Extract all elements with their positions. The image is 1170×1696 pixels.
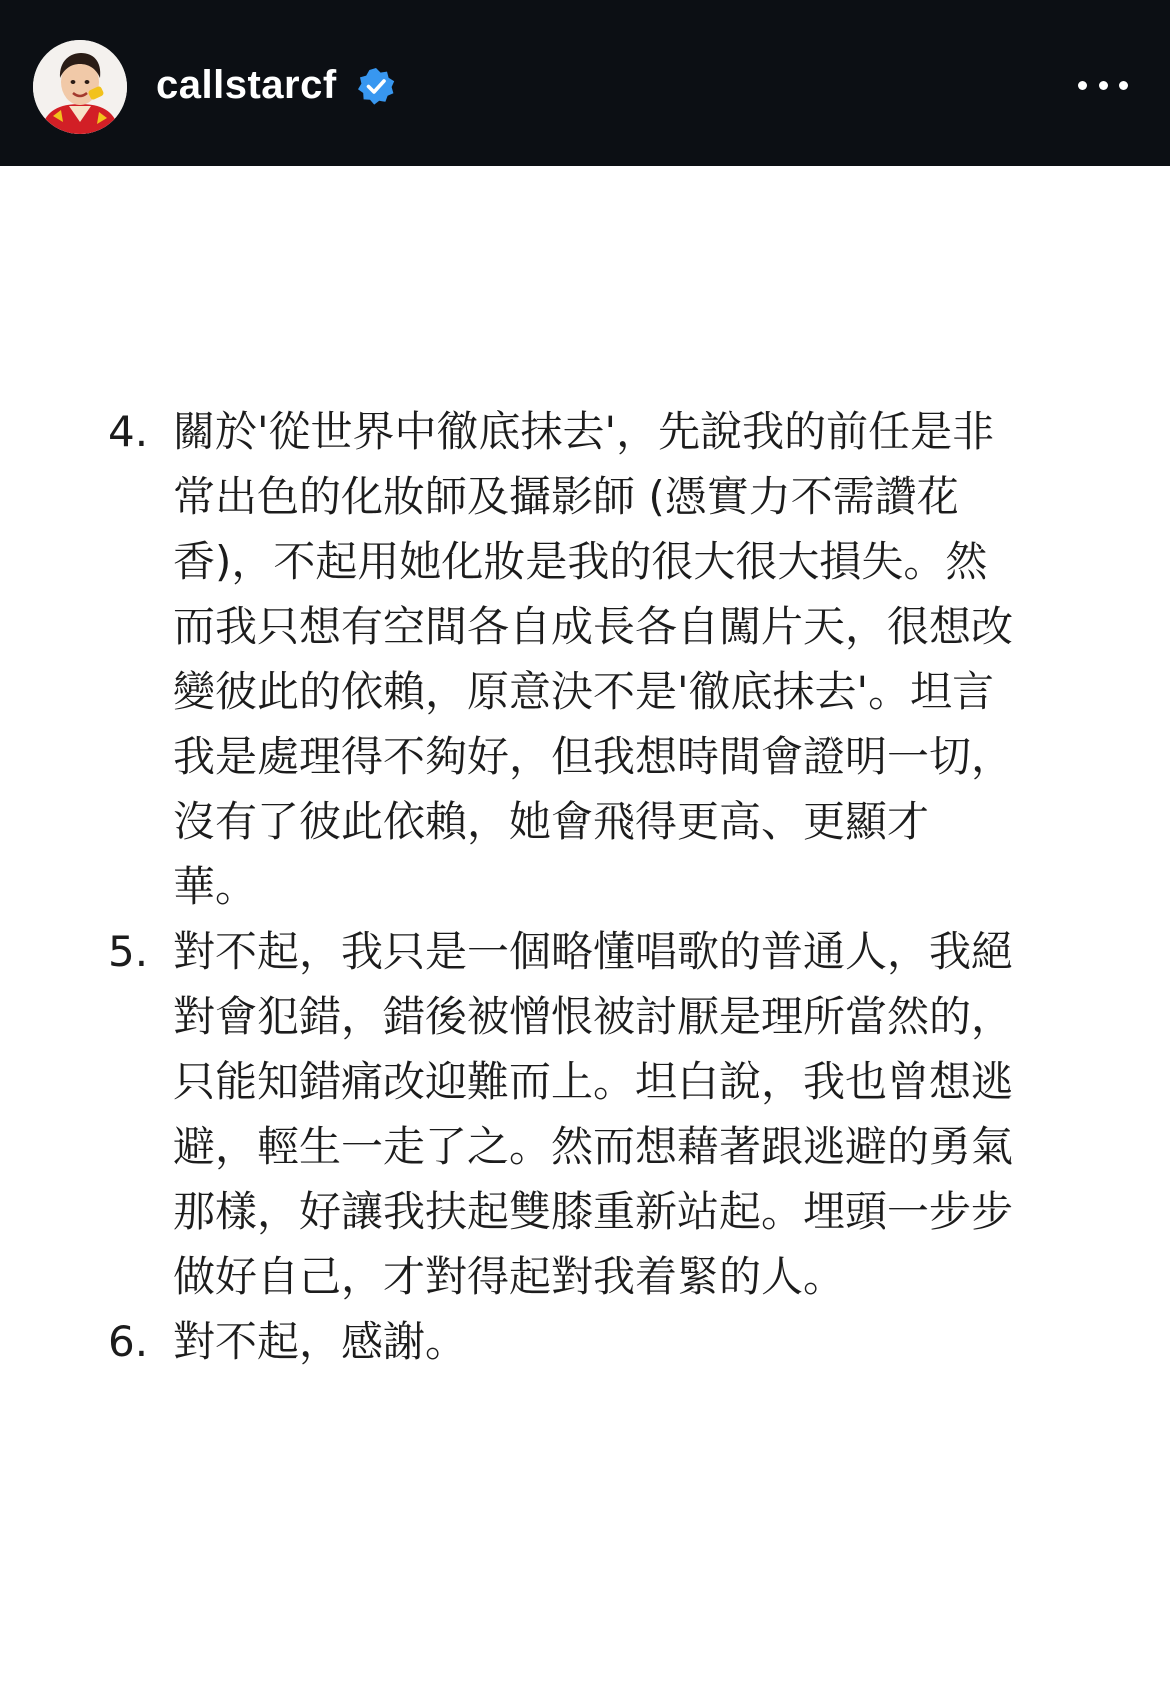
item-number: 4.: [108, 407, 149, 456]
text-line: 關於'從世界中徹底抹去'，先說我的前任是非: [173, 407, 995, 456]
item-text: [173, 919, 1093, 1309]
text-line: 做好自己，才對得起對我着緊的人。: [173, 1252, 846, 1301]
more-dot: [1078, 81, 1087, 90]
text-line: 香)，不起用她化妝是我的很大很大損失。然: [173, 537, 988, 586]
profile-avatar[interactable]: [33, 40, 127, 134]
text-line: 變彼此的依賴，原意決不是'徹底抹去'。坦言: [173, 667, 995, 716]
item-number: 6.: [108, 1317, 149, 1366]
text-line: 沒有了彼此依賴，她會飛得更高、更顯才: [173, 797, 930, 846]
more-options-icon[interactable]: [1078, 72, 1128, 98]
text-line: 而我只想有空間各自成長各自闖片天，很想改: [173, 602, 1014, 651]
item-text: [173, 1309, 1093, 1374]
text-line: 避，輕生一走了之。然而想藉著跟逃避的勇氣: [173, 1122, 1014, 1171]
text-line: 常出色的化妝師及攝影師 (憑實力不需讚花: [173, 472, 959, 521]
more-dot: [1099, 81, 1108, 90]
text-line: 我是處理得不夠好，但我想時間會證明一切，: [173, 732, 1014, 781]
username[interactable]: callstarcf: [156, 62, 337, 107]
text-line: 那樣，好讓我扶起雙膝重新站起。埋頭一步步: [173, 1187, 1014, 1236]
verified-badge-icon: [356, 66, 396, 106]
item-number: 5.: [108, 927, 149, 976]
text-line: 只能知錯痛改迎難而上。坦白說，我也曾想逃: [173, 1057, 1014, 1106]
text-line: 對會犯錯，錯後被憎恨被討厭是理所當然的，: [173, 992, 1014, 1041]
text-line: 對不起，感謝。: [173, 1317, 468, 1366]
text-line: 對不起，我只是一個略懂唱歌的普通人，我絕: [173, 927, 1014, 976]
item-text: [173, 399, 1093, 919]
post-image-content: [0, 166, 1170, 1696]
text-line: 華。: [173, 862, 258, 911]
post-header: [0, 0, 1170, 166]
more-dot: [1119, 81, 1128, 90]
